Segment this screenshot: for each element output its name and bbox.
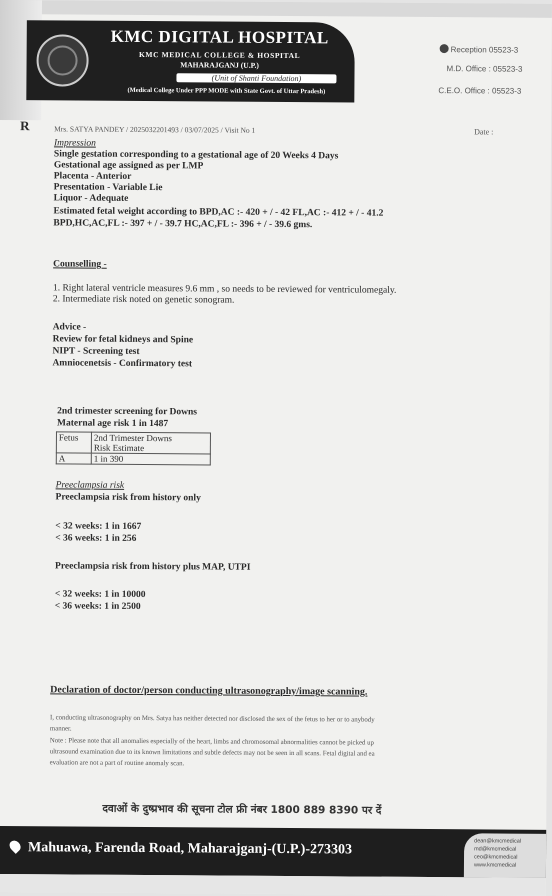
footer-email: dean@kmcmedical (474, 838, 522, 845)
footer-bar (0, 826, 546, 878)
preeclampsia-value: < 36 weeks: 1 in 2500 (54, 601, 141, 612)
preeclampsia-value: < 32 weeks: 1 in 1667 (55, 521, 142, 532)
maternal-age-risk: Maternal age risk 1 in 1487 (57, 418, 169, 430)
phone-icon (440, 44, 449, 53)
impression-line: Gestational age assigned as per LMP (53, 160, 204, 172)
table-row (56, 453, 210, 465)
counselling-item: 1. Right lateral ventricle measures 9.6 mm , so needs to be reviewed for ventriculomegaly. (52, 283, 397, 296)
declaration-line: manner. (49, 725, 72, 733)
impression-heading: Impression (53, 138, 96, 149)
declaration-line: ultrasound examination due to its known limitations and subtle defects may not be seen in all scans. Fetal digital and ea (49, 748, 375, 758)
declaration-line: evaluation are not a part of routine anomaly scan. (49, 759, 185, 768)
impression-line: Single gestation corresponding to a gestational age of 20 Weeks 4 Days (53, 149, 339, 162)
impression-line: Liquor - Adequate (53, 193, 129, 204)
risk-table (56, 431, 211, 465)
preeclampsia-history-title: Preeclampsia risk from history only (55, 492, 201, 504)
tagline: (Unit of Shanti Foundation) (176, 73, 336, 83)
top-strip (0, 0, 552, 18)
screening-title: 2nd trimester screening for Downs (57, 406, 198, 418)
declaration-line: I, conducting ultrasonography on Mrs. Satya has neither detected nor disclosed the sex of the fetus to her or to anybody (49, 714, 375, 724)
footer-email: md@kmcmedical (474, 846, 517, 853)
table-header-risk: 2nd Trimester Downs Risk Estimate (91, 432, 210, 454)
location-pin-icon (7, 838, 23, 854)
preeclampsia-value: < 36 weeks: 1 in 256 (55, 533, 137, 544)
hospital-header (26, 20, 355, 102)
hospital-logo-icon (36, 34, 88, 86)
declaration-title: Declaration of doctor/person conducting ultrasonography/image scanning. (50, 684, 368, 698)
table-header-fetus: Fetus (56, 432, 91, 453)
college-name: KMC MEDICAL COLLEGE & HOSPITAL (138, 49, 301, 61)
declaration-line: Note : Please note that all anomalies especially of the heart, limbs and chromosomal abnormalities cannot be picked up (49, 737, 374, 747)
contact-ceo: C.E.O. Office : 05523-3 (438, 86, 522, 96)
contact-md: M.D. Office : 05523-3 (446, 64, 523, 74)
advice-line: Review for fetal kidneys and Spine (52, 334, 194, 346)
counselling-heading: Counselling - (53, 259, 107, 270)
table-cell-risk: 1 in 390 (91, 453, 210, 465)
bottom-strip (0, 874, 546, 896)
contact-reception: Reception 05523-3 (440, 44, 519, 55)
footer-contacts (464, 833, 546, 878)
patient-line: Mrs. SATYA PANDEY / 2025032201493 / 03/07/2025 / Visit No 1 (54, 124, 256, 135)
preeclampsia-map-title: Preeclampsia risk from history plus MAP, UTPI (55, 561, 251, 573)
footer-email: ceo@kmcmedical (474, 854, 518, 861)
impression-line: Presentation - Variable Lie (53, 182, 163, 194)
impression-line: Placenta - Anterior (53, 171, 132, 182)
table-row (56, 432, 210, 454)
impression-line: Estimated fetal weight according to BPD,AC :- 420 + / - 42 FL,AC :- 412 + / - 41.2 (53, 206, 384, 219)
counselling-item: 2. Intermediate risk noted on genetic sonogram. (52, 294, 235, 306)
preeclampsia-value: < 32 weeks: 1 in 10000 (54, 589, 146, 601)
table-cell-fetus: A (56, 453, 91, 464)
advice-line: NIPT - Screening test (52, 346, 140, 357)
header-note: (Medical College Under PPP MODE with State Govt. of Uttar Pradesh) (127, 86, 326, 96)
advice-heading: Advice - (52, 322, 87, 333)
preeclampsia-heading: Preeclampsia risk (55, 480, 125, 491)
footer-address: Mahuawa, Farenda Road, Maharajganj-(U.P.)-273303 (10, 840, 352, 858)
impression-line: BPD,HC,AC,FL :- 397 + / - 39.7 HC,AC,FL :- 396 + / - 39.6 gms. (53, 218, 313, 231)
date-label: Date : (474, 127, 494, 137)
hospital-name: KMC DIGITAL HOSPITAL (110, 26, 329, 48)
toll-free-note: दवाओं के दुष्प्रभाव की सूचना टोल फ्री नंबर 1800 889 8390 पर दें (102, 802, 382, 817)
rx-symbol: R (20, 118, 30, 134)
advice-line: Amniocenetsis - Confirmatory test (52, 358, 193, 370)
location: MAHARAJGANJ (U.P.) (180, 60, 259, 70)
footer-website: www.kmcmedical (473, 862, 517, 869)
